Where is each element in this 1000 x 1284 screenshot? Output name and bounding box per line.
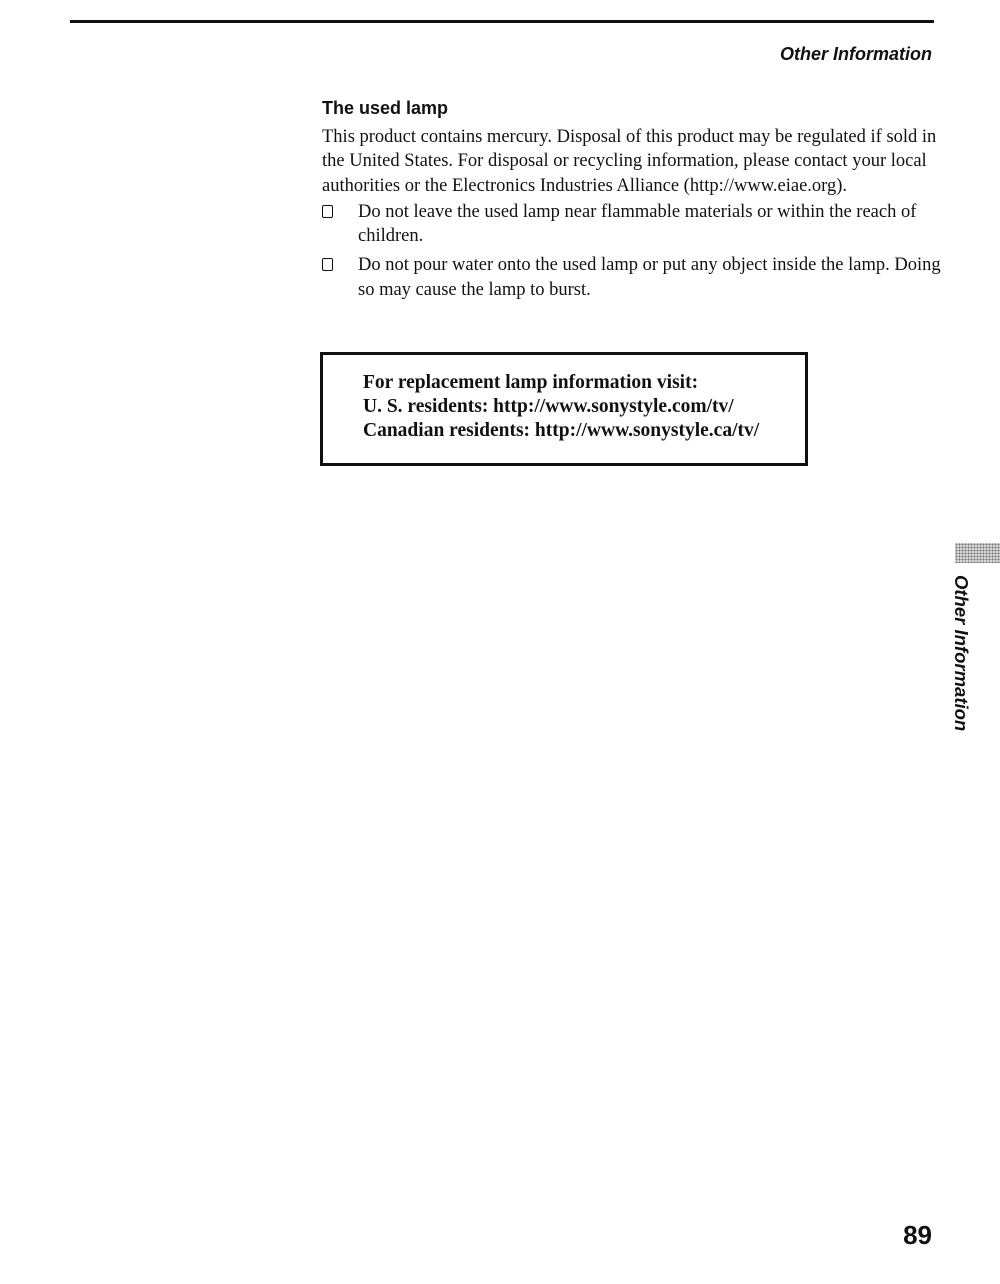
replacement-lamp-notice <box>320 352 808 466</box>
intro-paragraph: This product contains mercury. Disposal of this product may be regulated if sold in the United States. For disposal or recycling information, please contact your local authorities or the Electronics Industries Alliance (http://www.eiae.org). <box>322 127 937 196</box>
notice-line-canada: Canadian residents: http://www.sonystyle.ca/tv/ <box>363 420 760 441</box>
checkbox-bullet-icon <box>322 258 333 271</box>
section-tab-marker <box>955 543 1000 563</box>
list-item <box>322 200 942 249</box>
main-content <box>322 97 942 307</box>
running-header: Other Information <box>780 44 932 64</box>
notice-line-intro: For replacement lamp information visit: <box>363 372 699 393</box>
section-heading: The used lamp <box>322 98 449 118</box>
side-tab-text: Other Information <box>951 575 972 732</box>
caution-list <box>322 200 942 302</box>
list-item <box>322 253 942 302</box>
list-item-text: Do not pour water onto the used lamp or put any object inside the lamp. Doing so may cause the lamp to burst. <box>358 255 941 300</box>
side-tab-label <box>950 575 972 735</box>
notice-line-us: U. S. residents: http://www.sonystyle.com/tv/ <box>363 396 734 417</box>
page-number: 89 <box>903 1220 932 1250</box>
list-item-text: Do not leave the used lamp near flammable materials or within the reach of children. <box>358 201 917 247</box>
top-rule <box>70 20 934 23</box>
checkbox-bullet-icon <box>322 205 333 218</box>
